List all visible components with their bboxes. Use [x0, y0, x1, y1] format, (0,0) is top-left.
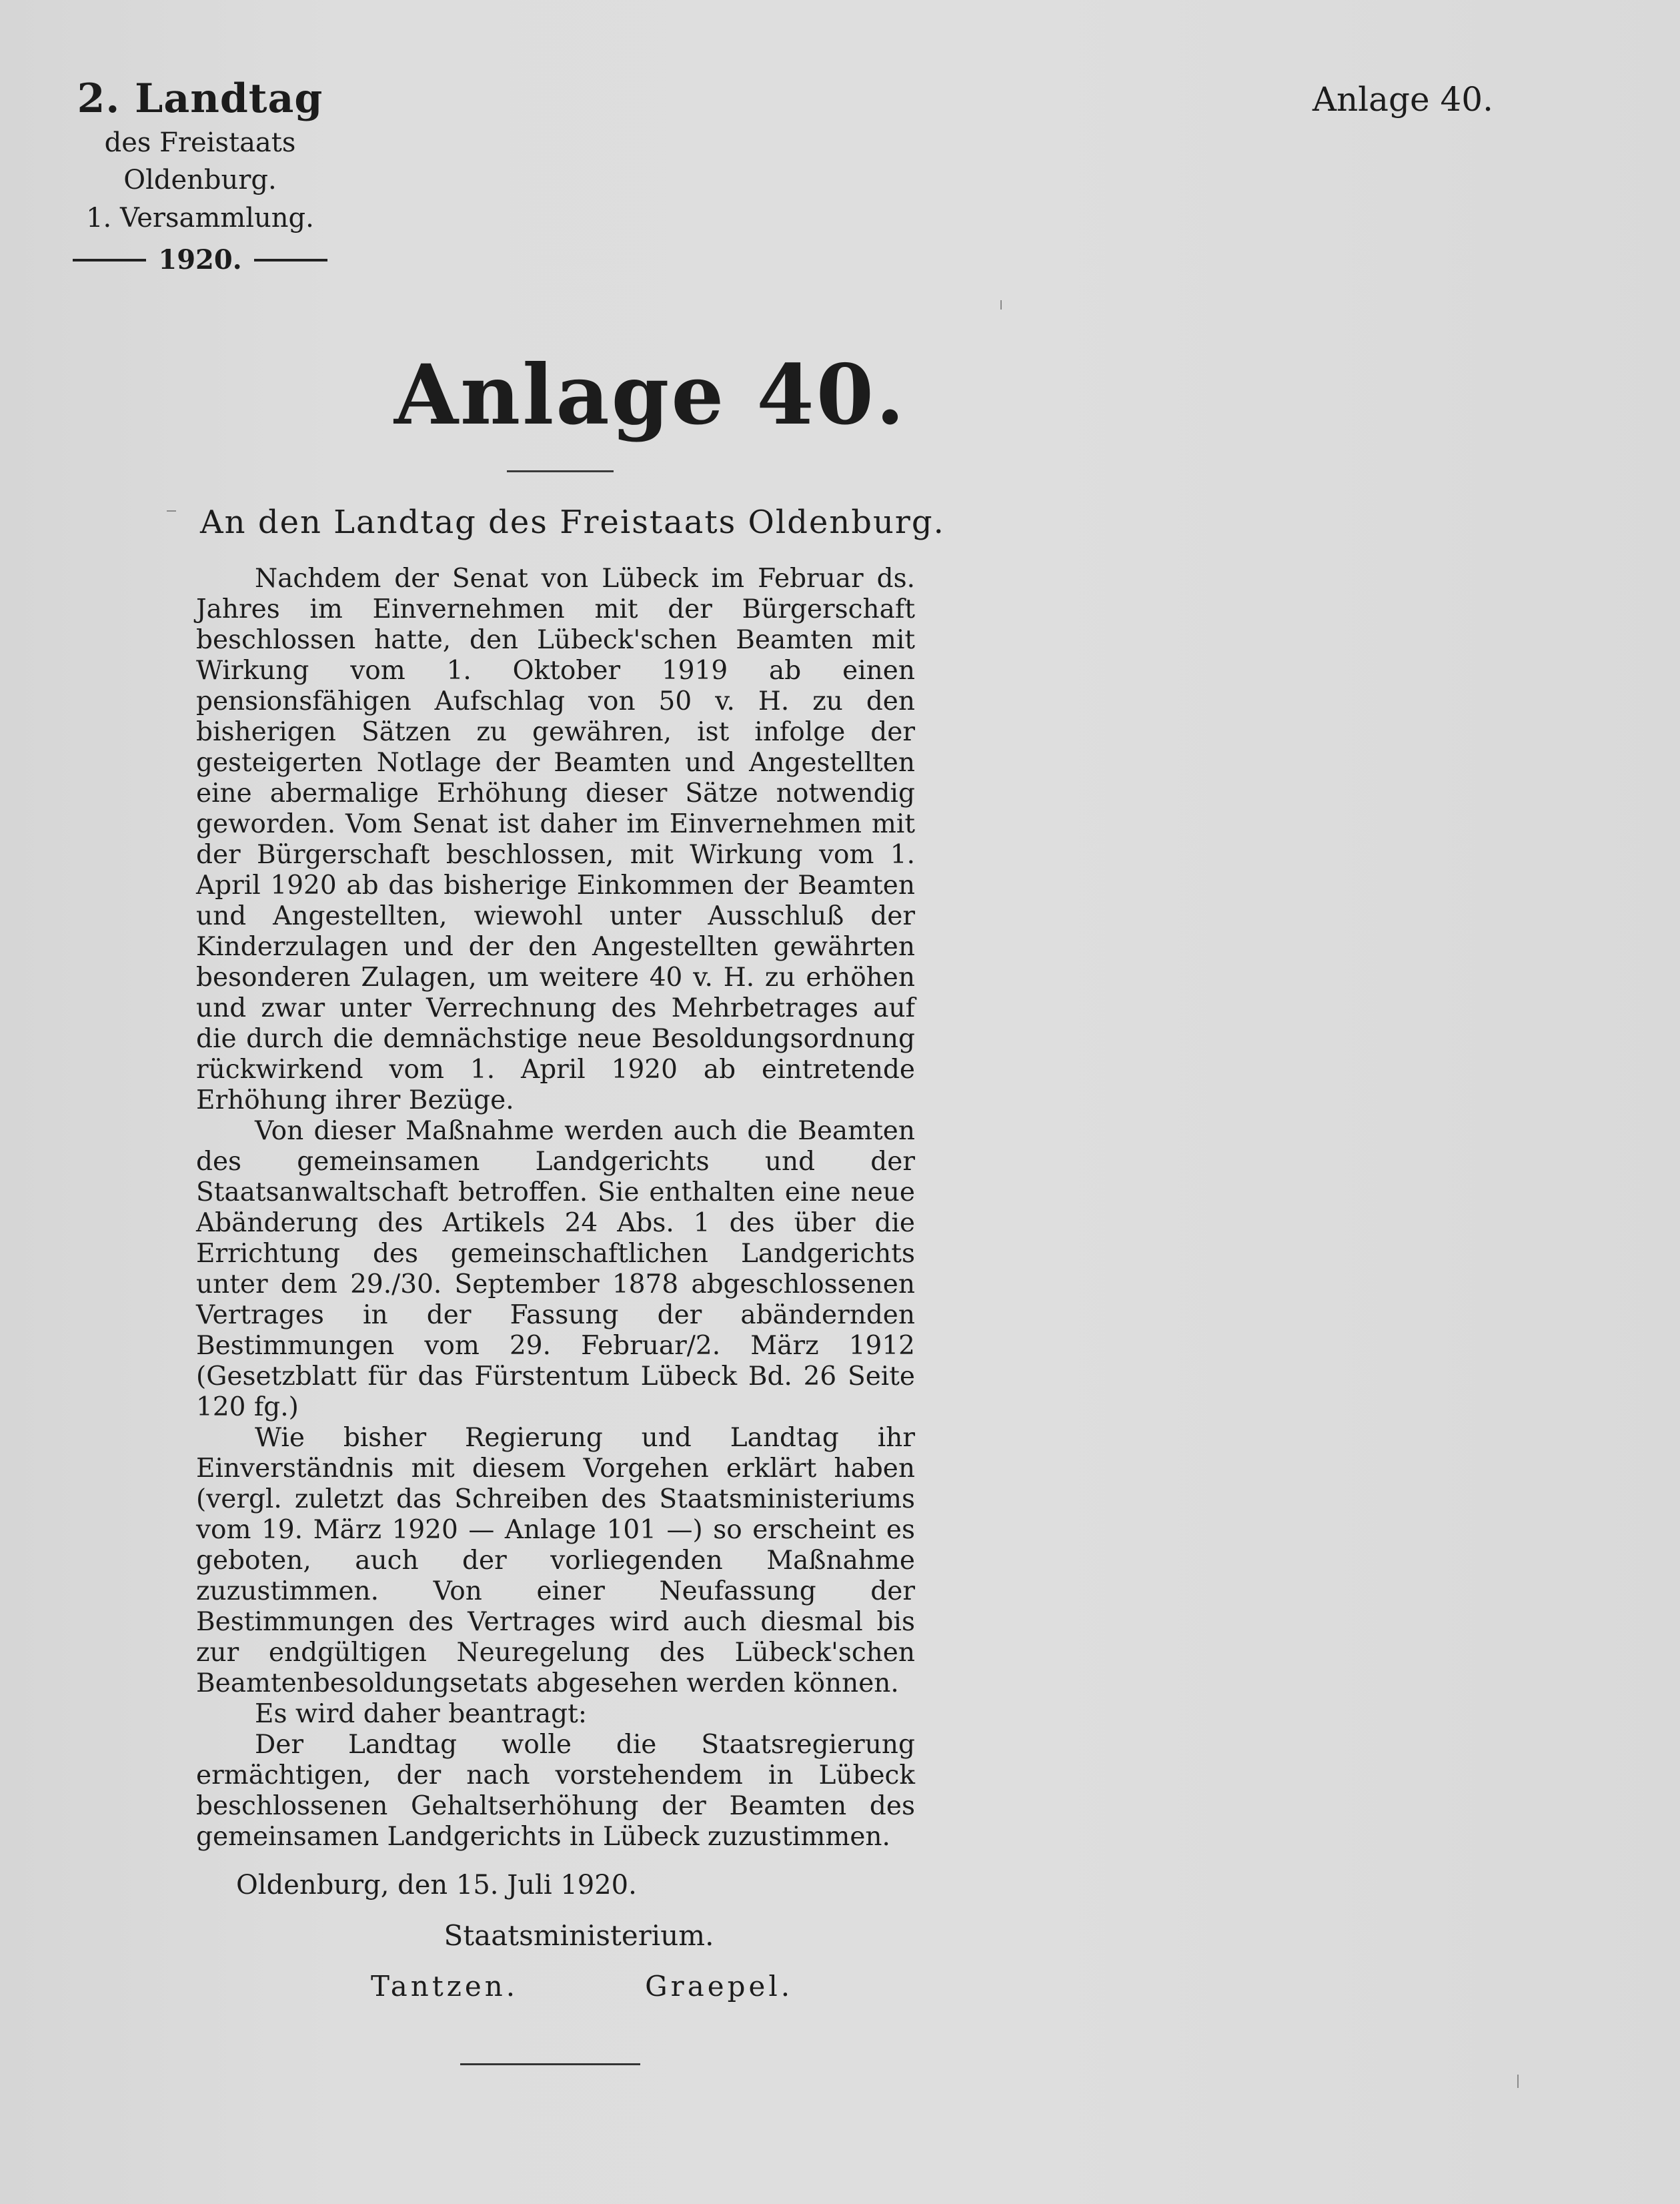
scan-speck — [1000, 300, 1002, 310]
header-year: 1920. — [158, 244, 242, 276]
header-session: 1. Versammlung. — [86, 203, 314, 233]
paragraph: Nachdem der Senat von Lübeck im Februar ds. Jahres im Einvernehmen mit der Bürgerschaft beschlossen hatte, den Lübeck'schen Beamten mit Wirkung vom 1. Oktober 1919 ab einen pensionsfähigen Aufschlag von 50 v. H. zu den bisherigen Sätzen zu gewähren, ist infolge der gesteigerten Notlage der Beamten und Angestellten eine abermalige Erhöhung dieser Sätze notwendig geworden. Vom Senat ist daher im Einvernehmen mit der Bürgerschaft beschlossen, mit Wirkung vom 1. April 1920 ab das bisherige Einkommen der Beamten und Angestellten, wiewohl unter Ausschluß der Kinderzulagen und der den Angestellten gewährten besonderen Zulagen, um weitere 40 v. H. zu erhöhen und zwar unter Verrechnung des Mehrbetrages auf die durch die demnächstige neue Besoldungsordnung rückwirkend vom 1. April 1920 ab eintretende Erhöhung ihrer Bezüge. — [196, 564, 915, 1115]
signatory-name: Graepel. — [645, 1970, 794, 2003]
addressee: An den Landtag des Freistaats Oldenburg. — [200, 504, 945, 541]
ministry-signature-heading: Staatsministerium. — [444, 1919, 714, 1952]
header-state: des Freistaats Oldenburg. — [104, 127, 296, 195]
motion-text: Der Landtag wolle die Staatsregierung ermächtigen, der nach vorstehendem in Lübeck beschlossenen Gehaltserhöhung der Beamten des gemeinsamen Landgerichts in Lübeck zuzustimmen. — [196, 1730, 915, 1852]
scan-speck — [1517, 2075, 1519, 2088]
header-rule-right — [254, 259, 327, 261]
signatory-name: Tantzen. — [371, 1970, 519, 2003]
header-landtag: 2. Landtag — [77, 75, 323, 122]
page-label: Anlage 40. — [1312, 80, 1493, 119]
body-text — [196, 564, 915, 2065]
signatures — [196, 1971, 915, 2002]
paragraph: Wie bisher Regierung und Landtag ihr Einverständnis mit diesem Vorgehen erklärt haben (vergl. zuletzt das Schreiben des Staatsministeriums vom 19. März 1920 — Anlage 101 —) so erscheint es geboten, auch der vorliegenden Maßnahme zuzustimmen. Von einer Neufassung der Bestimmungen des Vertrages wird auch diesmal bis zur endgültigen Neuregelung des Lübeck'schen Beamtenbesoldungsetats abgesehen werden können. — [196, 1423, 915, 1698]
motion-intro: Es wird daher beantragt: — [255, 1699, 587, 1729]
scan-speck — [167, 510, 176, 512]
page-title: Anlage 40. — [393, 347, 907, 444]
title-divider — [507, 470, 614, 472]
header-rule-left — [73, 259, 146, 261]
dateline: Oldenburg, den 15. Juli 1920. — [236, 1870, 637, 1900]
paragraph: Von dieser Maßnahme werden auch die Beamten des gemeinsamen Landgerichts und der Staatsanwaltschaft betroffen. Sie enthalten eine neue Abänderung des Artikels 24 Abs. 1 des über die Errichtung des gemeinschaftlichen Landgerichts unter dem 29./30. September 1878 abgeschlossenen Vertrages in der Fassung der abändernden Bestimmungen vom 29. Februar/2. März 1912 (Gesetzblatt für das Fürstentum Lübeck Bd. 26 Seite 120 fg.) — [196, 1116, 915, 1422]
header-year-line — [40, 240, 360, 280]
header-block — [40, 73, 360, 280]
end-divider — [460, 2063, 640, 2065]
